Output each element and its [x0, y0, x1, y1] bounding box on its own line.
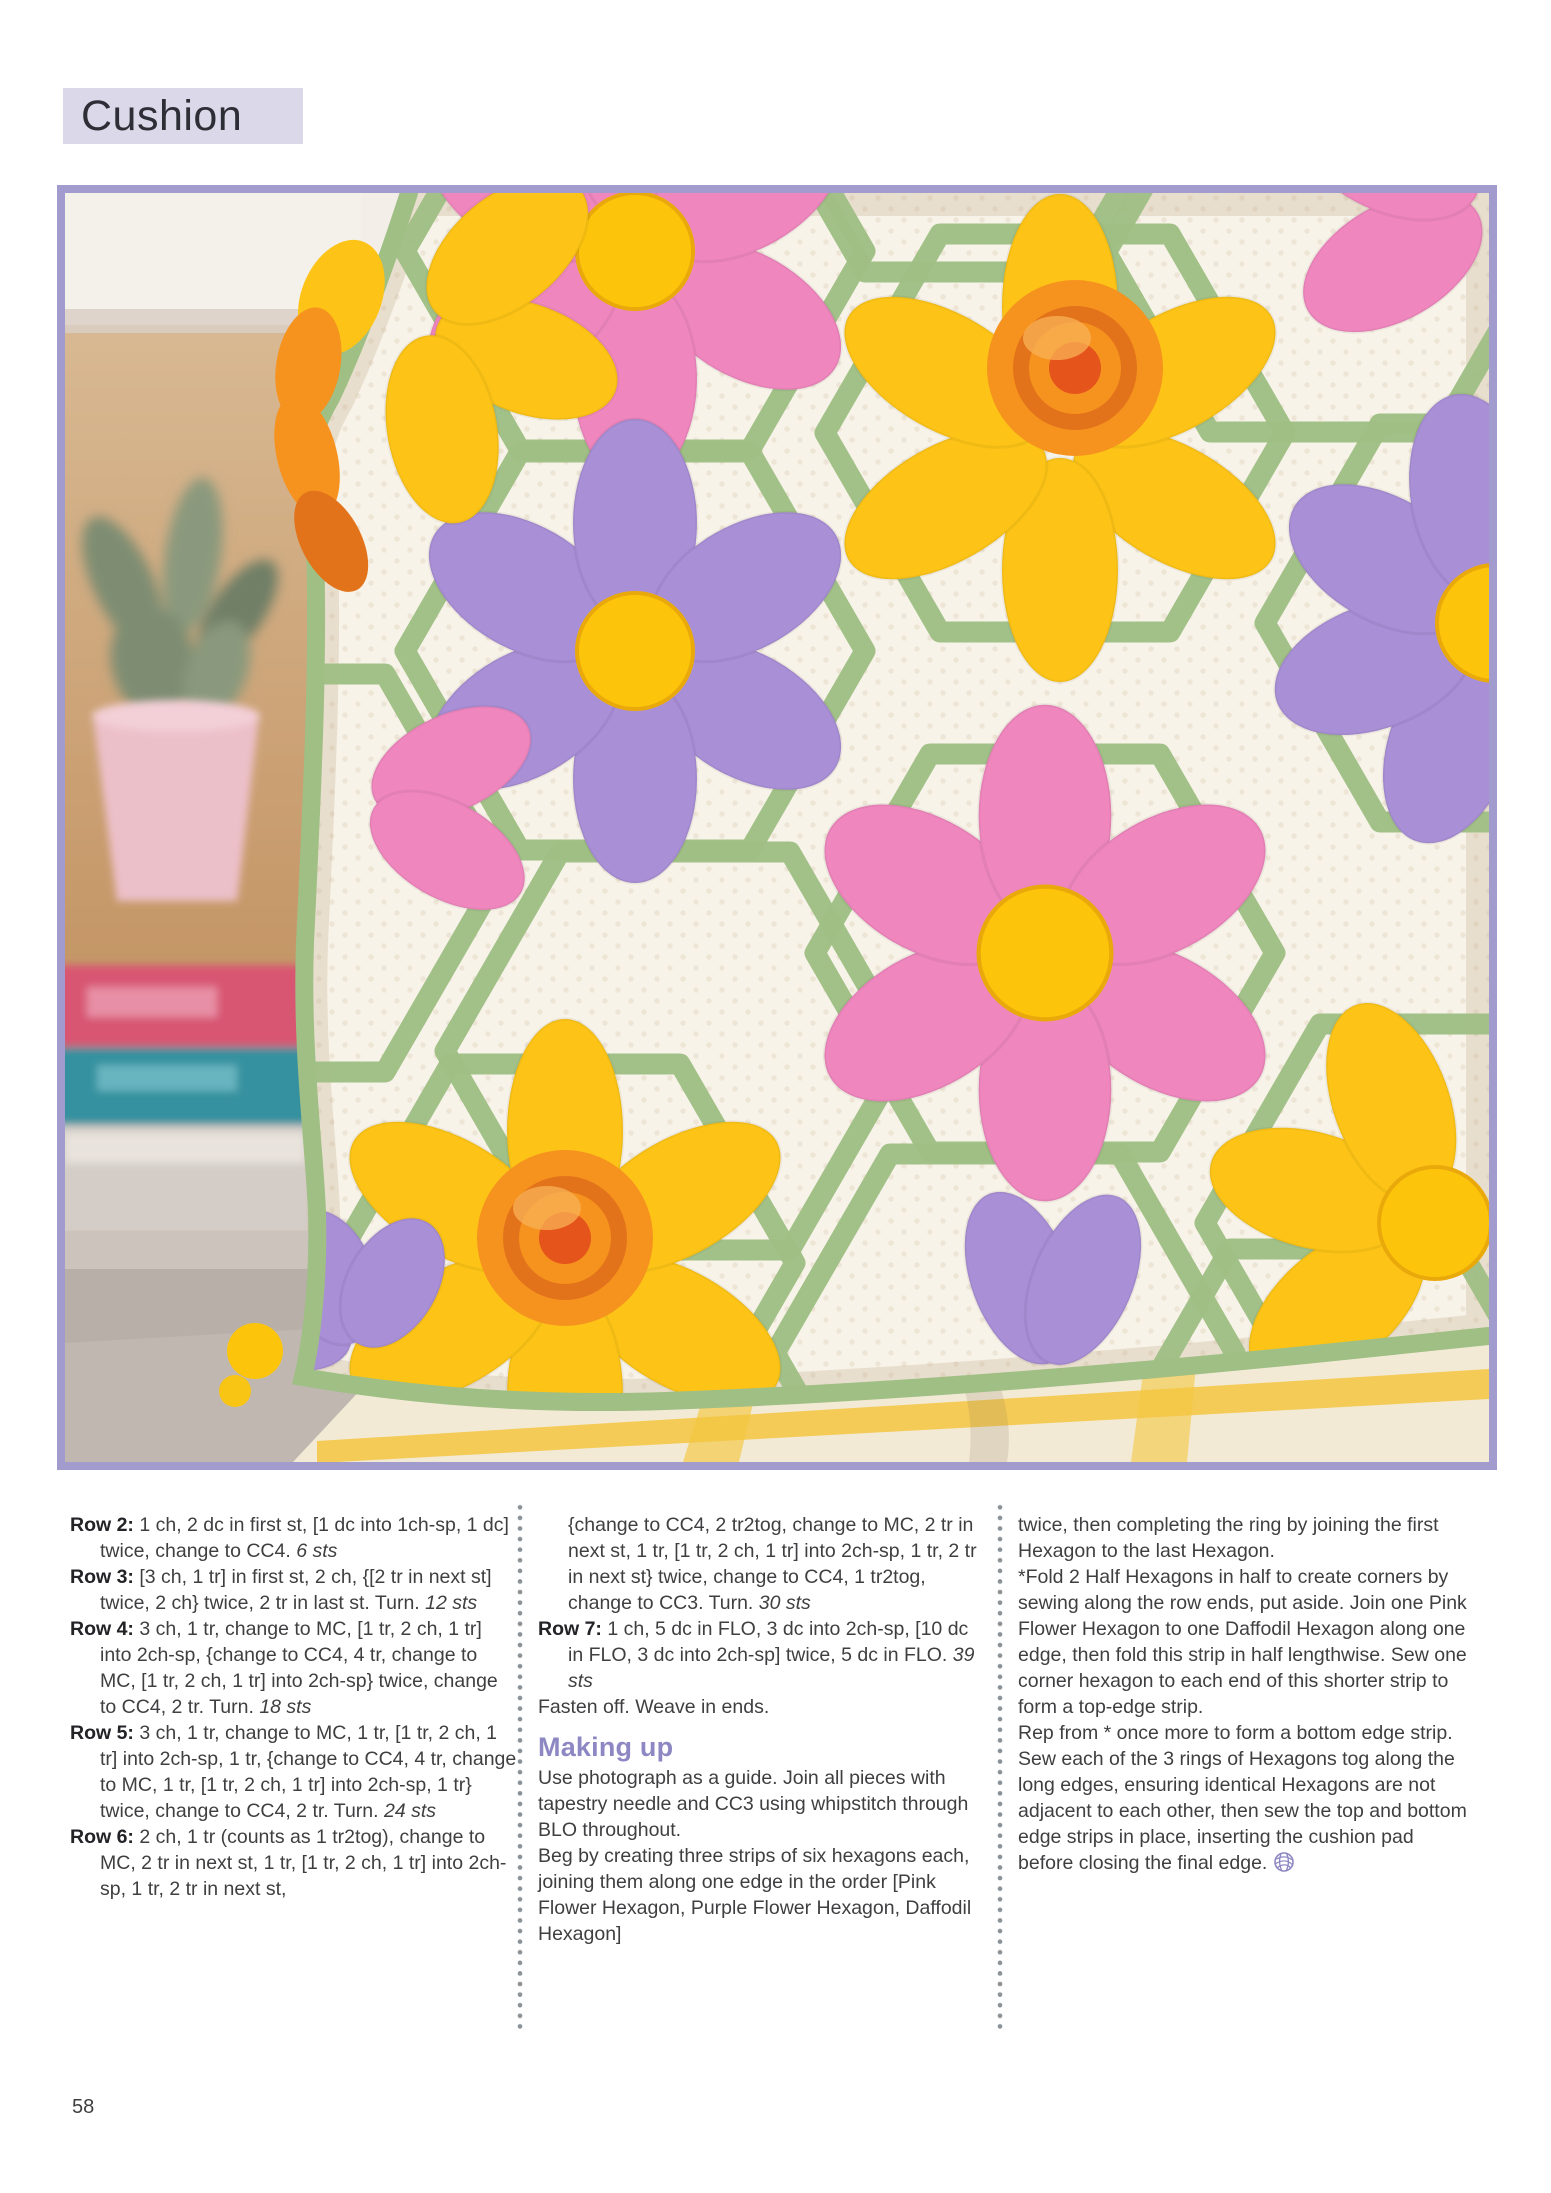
- pattern-row: Row 3: [3 ch, 1 tr] in first st, 2 ch, {[2 tr in next st] twice, 2 ch} twice, 2 tr in last st. Turn. 12 sts: [70, 1566, 492, 1614]
- page-number: 58: [72, 2096, 95, 2118]
- pattern-row: Row 2: 1 ch, 2 dc in first st, [1 dc into 1ch-sp, 1 dc] twice, change to CC4. 6 sts: [70, 1514, 509, 1562]
- daffodil-trumpet: [477, 1150, 653, 1326]
- yarn-ball-icon: [1273, 1851, 1295, 1880]
- row-label: Row 4:: [70, 1618, 134, 1640]
- pattern-column-3: [1018, 1512, 1470, 1880]
- page-title-text: Cushion: [81, 92, 243, 140]
- row-label: Row 3:: [70, 1566, 134, 1588]
- pattern-row: Row 4: 3 ch, 1 tr, change to MC, [1 tr, 2 ch, 1 tr] into 2ch-sp, {change to CC4, 4 tr, change to MC, [1 tr, 2 ch, 1 tr] into 2ch-sp} twice, change to CC4, 2 tr. Turn. 18 sts: [70, 1618, 498, 1718]
- making-up-paragraph: Rep from * once more to form a bottom edge strip.: [1018, 1722, 1453, 1744]
- pattern-row: Row 6: 2 ch, 1 tr (counts as 1 tr2tog), change to MC, 2 tr in next st, 1 tr, [1 tr, 2 ch, 1 tr] into 2ch-sp, 1 tr, 2 tr in next st,: [70, 1826, 507, 1900]
- pattern-column-2: [538, 1512, 985, 1947]
- cushion-photo-illustration: [65, 193, 1489, 1462]
- flower-pot: [92, 700, 260, 901]
- making-up-paragraph: Sew each of the 3 rings of Hexagons tog along the long edges, ensuring identical Hexagons are not adjacent to each other, then sew the top and bottom edge strips in place, inserting the cushion pad before closing the final edge.: [1018, 1746, 1470, 1880]
- stitch-count: 12 sts: [425, 1592, 478, 1614]
- stitch-count: 6 sts: [296, 1540, 338, 1562]
- making-up-paragraph: Use photograph as a guide. Join all pieces with tapestry needle and CC3 using whipstitch through BLO throughout.: [538, 1767, 969, 1841]
- column-divider: [997, 1502, 1003, 2032]
- making-up-paragraph: Beg by creating three strips of six hexagons each, joining them along one edge in the order [Pink Flower Hexagon, Purple Flower Hexagon, Daffodil Hexagon]: [538, 1845, 972, 1945]
- stitch-count: 24 sts: [383, 1800, 437, 1822]
- page-title: [63, 88, 303, 144]
- fasten-off-note: Fasten off. Weave in ends.: [538, 1696, 770, 1718]
- pattern-row: Row 5: 3 ch, 1 tr, change to MC, 1 tr, [1 tr, 2 ch, 1 tr] into 2ch-sp, 1 tr, {change to CC4, 4 tr, change to MC, 1 tr, [1 tr, 2 ch, 1 tr] into 2ch-sp, 1 tr} twice, change to CC4, 2 tr. Turn. 24 sts: [70, 1722, 517, 1822]
- pattern-row: Row 7: 1 ch, 5 dc in FLO, 3 dc into 2ch-sp, [10 dc in FLO, 3 dc into 2ch-sp] twice, 5 dc in FLO. 39 sts: [538, 1618, 975, 1692]
- making-up-heading: Making up: [538, 1732, 674, 1762]
- making-up-paragraph: twice, then completing the ring by joining the first Hexagon to the last Hexagon.: [1018, 1514, 1439, 1562]
- stitch-count: 18 sts: [259, 1696, 312, 1718]
- row-label: Row 6:: [70, 1826, 134, 1848]
- pattern-row-continuation: {change to CC4, 2 tr2tog, change to MC, 2 tr in next st, 1 tr, [1 tr, 2 ch, 1 tr] into 2ch-sp, 1 tr, 2 tr in next st} twice, change to CC4, 1 tr2tog, change to CC3. Turn. 30 sts: [568, 1514, 977, 1614]
- daffodil-trumpet: [987, 280, 1163, 456]
- row-label: Row 2:: [70, 1514, 134, 1536]
- book-stack: [65, 965, 325, 1237]
- stitch-count: 39 sts: [568, 1644, 975, 1692]
- row-label: Row 7:: [538, 1618, 602, 1640]
- making-up-paragraph: *Fold 2 Half Hexagons in half to create corners by sewing along the row ends, put aside. Join one Pink Flower Hexagon to one Daffodil Hexagon along one edge, then fold this strip in half lengthwise. Sew one corner hexagon to each end of this shorter strip to form a top-edge strip.: [1018, 1566, 1467, 1718]
- pattern-column-1: [70, 1512, 517, 1902]
- yarn-pompom-small: [219, 1375, 251, 1407]
- column-divider: [517, 1502, 523, 2032]
- cushion-photo: [57, 185, 1497, 1470]
- yarn-pompom: [227, 1323, 283, 1379]
- row-label: Row 5:: [70, 1722, 134, 1744]
- stitch-count: 30 sts: [758, 1592, 811, 1614]
